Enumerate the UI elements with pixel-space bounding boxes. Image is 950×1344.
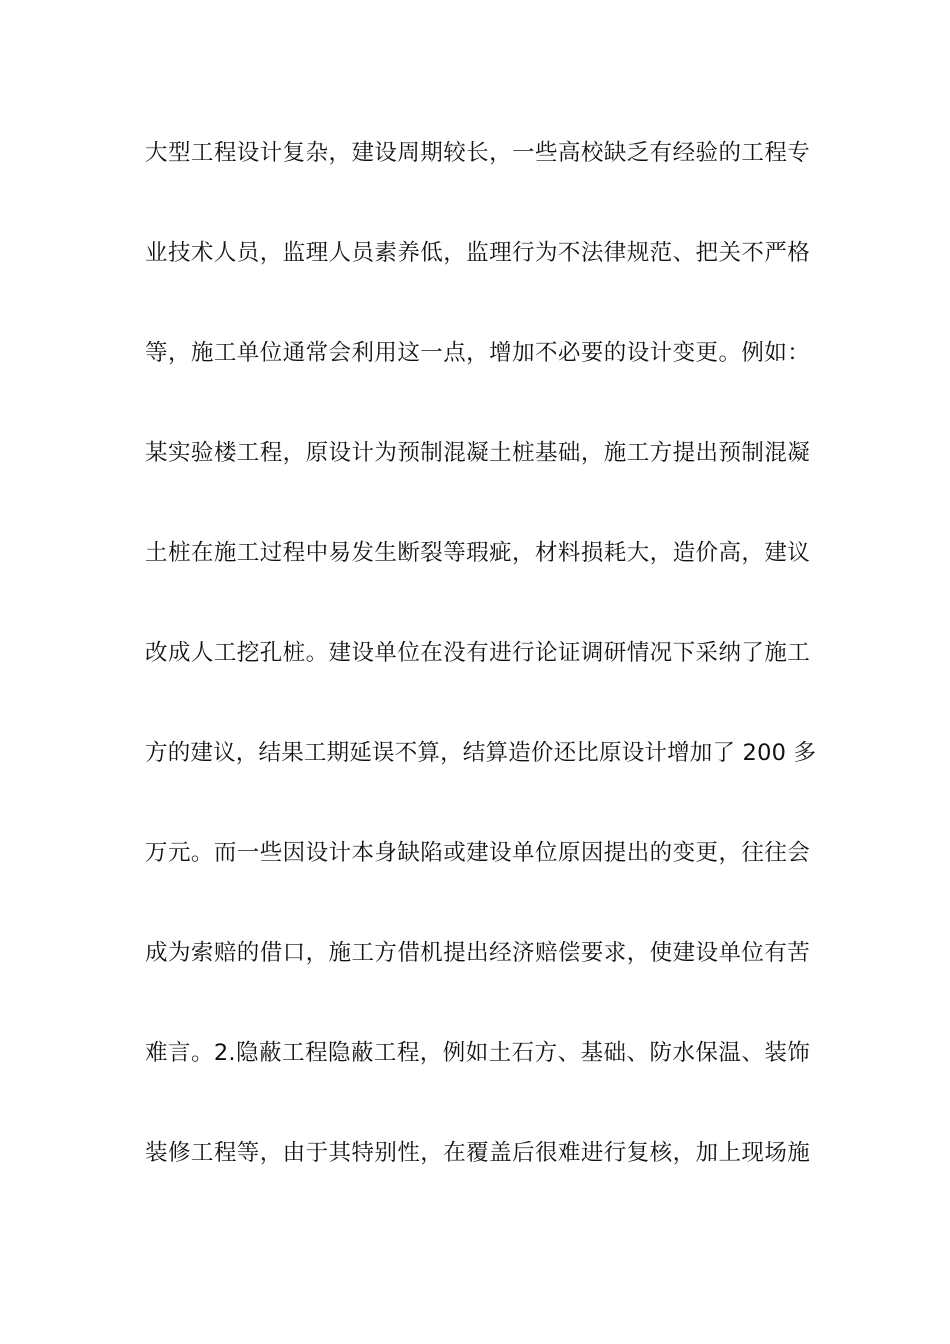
text-line: 万元。而一些因设计本身缺陷或建设单位原因提出的变更，往往会 (145, 840, 810, 866)
text-line: 改成人工挖孔桩。建设单位在没有进行论证调研情况下采纳了施工 (145, 640, 810, 666)
text-line: 某实验楼工程，原设计为预制混凝土桩基础，施工方提出预制混凝 (145, 440, 810, 466)
text-line: 难言。2.隐蔽工程隐蔽工程，例如土石方、基础、防水保温、装饰 (145, 1040, 810, 1066)
text-line: 等，施工单位通常会利用这一点，增加不必要的设计变更。例如： (145, 340, 810, 366)
text-line: 成为索赔的借口，施工方借机提出经济赔偿要求，使建设单位有苦 (145, 940, 810, 966)
text-line: 土桩在施工过程中易发生断裂等瑕疵，材料损耗大，造价高，建议 (145, 540, 810, 566)
text-line: 装修工程等，由于其特别性，在覆盖后很难进行复核，加上现场施 (145, 1140, 810, 1166)
text-line: 大型工程设计复杂，建设周期较长，一些高校缺乏有经验的工程专 (145, 140, 810, 166)
text-line: 业技术人员，监理人员素养低，监理行为不法律规范、把关不严格 (145, 240, 810, 266)
text-line: 方的建议，结果工期延误不算，结算造价还比原设计增加了 200 多 (145, 740, 817, 766)
body-text (145, 128, 817, 1228)
